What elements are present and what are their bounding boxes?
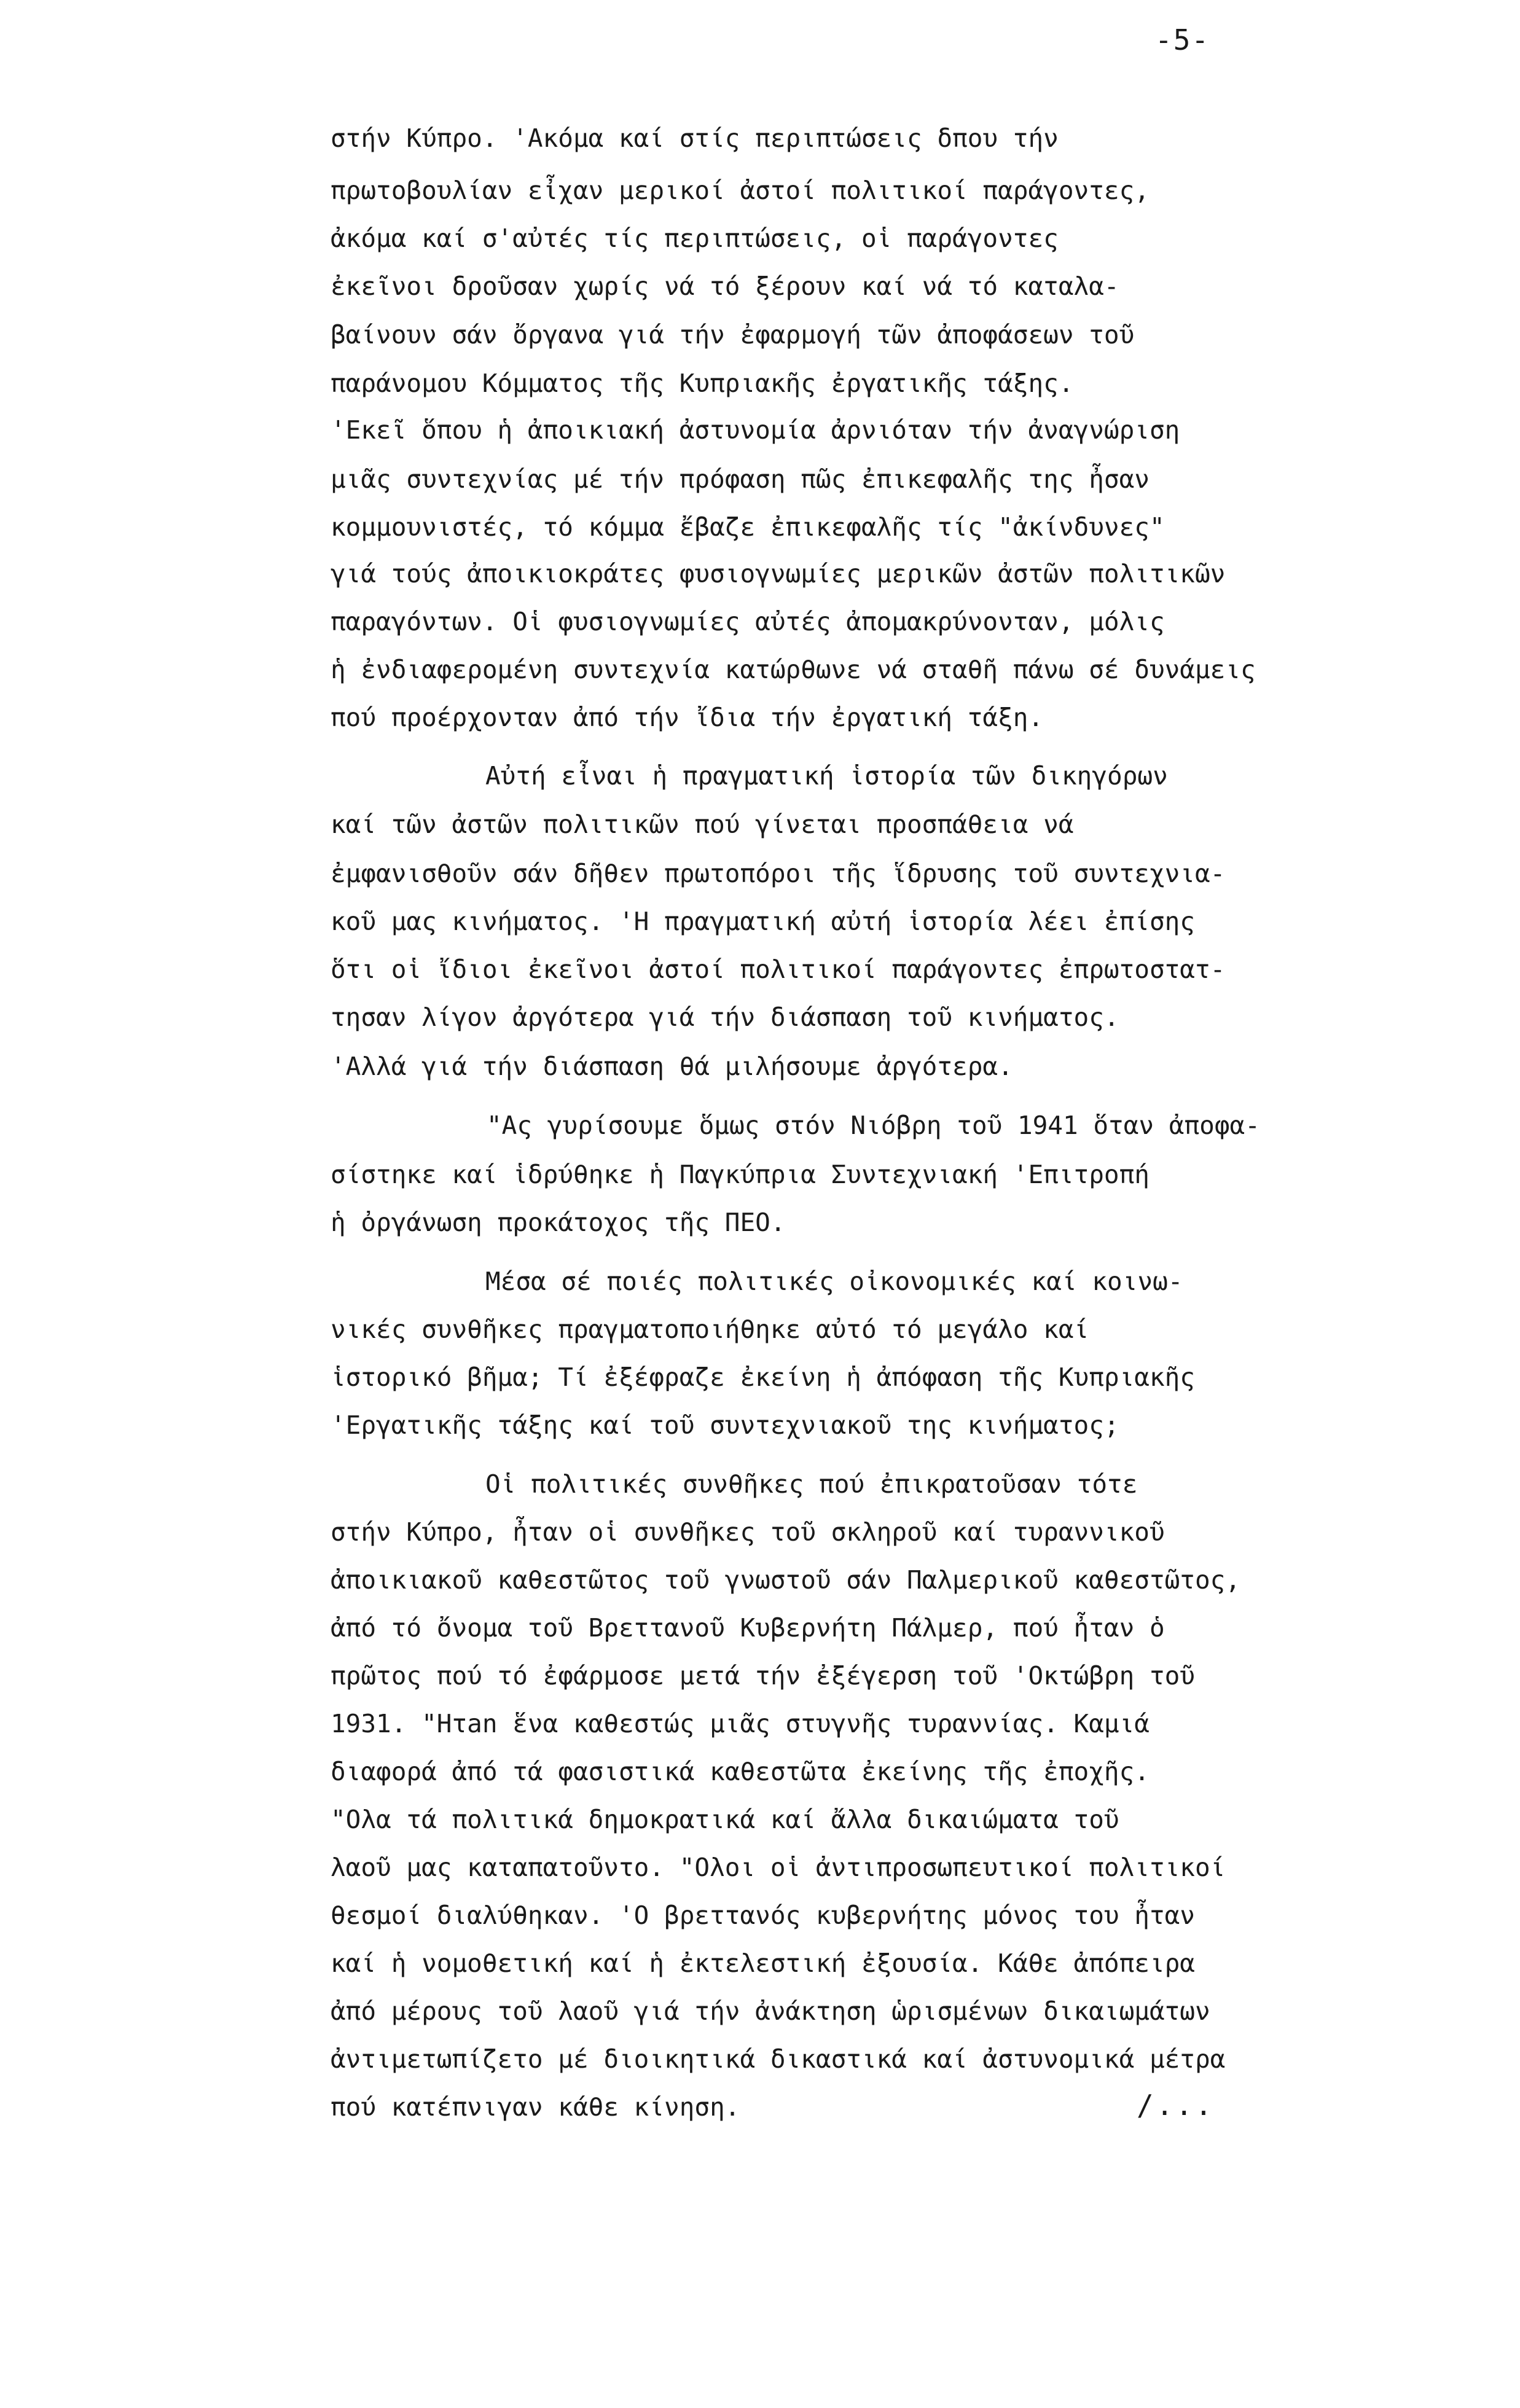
text-line: πρῶτος πού τό ἐφάρμοσε μετά τήν ἐξέγερση τοῦ 'Οκτώβρη τοῦ bbox=[331, 1661, 1195, 1691]
text-line: σίστηκε καί ἱδρύθηκε ἡ Παγκύπρια Συντεχνιακή 'Επιτροπή bbox=[331, 1160, 1150, 1189]
text-line: θεσμοί διαλύθηκαν. 'Ο βρεττανός κυβερνήτης μόνος του ἦταν bbox=[331, 1901, 1195, 1930]
text-line: κοῦ μας κινήματος. 'Η πραγματική αὐτή ἱστορία λέει ἐπίσης bbox=[331, 907, 1195, 936]
text-line: λαοῦ μας καταπατοῦντο. "Ολοι οἱ ἀντιπροσωπευτικοί πολιτικοί bbox=[331, 1853, 1226, 1882]
text-line: ἀντιμετωπίζετο μέ διοικητικά δικαστικά καί ἀστυνομικά μέτρα bbox=[331, 2044, 1226, 2074]
text-line: ἐκεῖνοι δροῦσαν χωρίς νά τό ξέρουν καί νά τό καταλα- bbox=[331, 272, 1119, 301]
text-line: παράνομου Κόμματος τῆς Κυπριακῆς ἐργατικῆς τάξης. bbox=[331, 369, 1074, 398]
text-line: 1931. "Ητan ἕνα καθεστώς μιᾶς στυγνῆς τυραννίας. Καμιά bbox=[331, 1709, 1150, 1738]
text-line: στήν Κύπρο, ἦταν οἱ συνθῆκες τοῦ σκληροῦ καί τυραννικοῦ bbox=[331, 1517, 1165, 1547]
text-line: καί ἡ νομοθετική καί ἡ ἐκτελεστική ἐξουσία. Κάθε ἀπόπειρα bbox=[331, 1949, 1195, 1978]
text-line: ἀπό τό ὄνομα τοῦ Βρεττανοῦ Κυβερνήτη Πάλμερ, πού ἦταν ὁ bbox=[331, 1613, 1165, 1643]
text-line: τησαν λίγον ἀργότερα γιά τήν διάσπαση τοῦ κινήματος. bbox=[331, 1003, 1119, 1032]
text-line: πού κατέπνιγαν κάθε κίνηση. bbox=[331, 2092, 740, 2122]
text-line: 'Εκεῖ ὅπου ἡ ἀποικιακή ἀστυνομία ἀρνιόταν τήν ἀναγνώριση bbox=[331, 415, 1180, 445]
text-line: βαίνουν σάν ὄργανα γιά τήν ἐφαρμογή τῶν ἀποφάσεων τοῦ bbox=[331, 320, 1135, 350]
text-line: ἀποικιακοῦ καθεστῶτος τοῦ γνωστοῦ σάν Παλμερικοῦ καθεστῶτος, bbox=[331, 1565, 1241, 1595]
text-line: πρωτοβουλίαν εἶχαν μερικοί ἀστοί πολιτικοί παράγοντες, bbox=[331, 176, 1150, 205]
text-line: ἀπό μέρους τοῦ λαοῦ γιά τήν ἀνάκτηση ὡρισμένων δικαιωμάτων bbox=[331, 1996, 1210, 2026]
text-line: στήν Κύπρο. 'Ακόμα καί στίς περιπτώσεις δπου τήν bbox=[331, 123, 1059, 153]
text-line: ὅτι οἱ ἴδιοι ἐκεῖνοι ἀστοί πολιτικοί παράγοντες ἐπρωτοστατ- bbox=[331, 955, 1226, 984]
text-line: ἐμφανισθοῦν σάν δῆθεν πρωτοπόροι τῆς ἵδρυσης τοῦ συντεχνια- bbox=[331, 859, 1226, 888]
text-line: ἱστορικό βῆμα; Τί ἐξέφραζε ἐκείνη ἡ ἀπόφαση τῆς Κυπριακῆς bbox=[331, 1362, 1195, 1392]
page-number: -5- bbox=[1155, 23, 1210, 57]
text-line: καί τῶν ἀστῶν πολιτικῶν πού γίνεται προσπάθεια νά bbox=[331, 810, 1074, 839]
text-line: γιά τούς ἀποικιοκράτες φυσιογνωμίες μερικῶν ἀστῶν πολιτικῶν bbox=[331, 559, 1226, 588]
text-line: μιᾶς συντεχνίας μέ τήν πρόφαση πῶς ἐπικεφαλῆς της ἦσαν bbox=[331, 464, 1150, 494]
text-line: "Ας γυρίσουμε ὅμως στόν Νιόβρη τοῦ 1941 ὅταν ἀποφα- bbox=[487, 1111, 1260, 1140]
text-line: Αὐτή εἶναι ἡ πραγματική ἱστορία τῶν δικηγόρων bbox=[485, 761, 1168, 791]
text-line: διαφορά ἀπό τά φασιστικά καθεστῶτα ἐκείνης τῆς ἐποχῆς. bbox=[331, 1757, 1150, 1786]
text-line: 'Εργατικῆς τάξης καί τοῦ συντεχνιακοῦ της κινήματος; bbox=[331, 1410, 1119, 1440]
text-line: νικές συνθῆκες πραγματοποιήθηκε αὐτό τό μεγάλο καί bbox=[331, 1315, 1089, 1344]
text-line: ἡ ἐνδιαφερομένη συντεχνία κατώρθωνε νά σταθῆ πάνω σέ δυνάμεις bbox=[331, 655, 1256, 684]
text-line: "Ολα τά πολιτικά δημοκρατικά καί ἄλλα δικαιώματα τοῦ bbox=[331, 1805, 1119, 1834]
text-line: Μέσα σέ ποιές πολιτικές οἰκονομικές καί κοινω- bbox=[485, 1267, 1183, 1296]
text-line: ἀκόμα καί σ'αὐτές τίς περιπτώσεις, οἱ παράγοντες bbox=[331, 224, 1059, 253]
text-line: 'Αλλά γιά τήν διάσπαση θά μιλήσουμε ἀργότερα. bbox=[331, 1052, 1013, 1081]
text-line: Οἱ πολιτικές συνθῆκες πού ἐπικρατοῦσαν τότε bbox=[485, 1469, 1138, 1499]
text-line: πού προέρχονταν ἀπό τήν ἴδια τήν ἐργατική τάξη. bbox=[331, 703, 1044, 732]
text-line: ἡ ὀργάνωση προκάτοχος τῆς ΠΕΟ. bbox=[331, 1208, 786, 1237]
continued-marker: /... bbox=[1137, 2089, 1215, 2122]
text-line: παραγόντων. Οἱ φυσιογνωμίες αὐτές ἀπομακρύνονταν, μόλις bbox=[331, 607, 1165, 636]
text-line: κομμουνιστές, τό κόμμα ἔβαζε ἐπικεφαλῆς τίς "ἀκίνδυνες" bbox=[331, 512, 1165, 542]
